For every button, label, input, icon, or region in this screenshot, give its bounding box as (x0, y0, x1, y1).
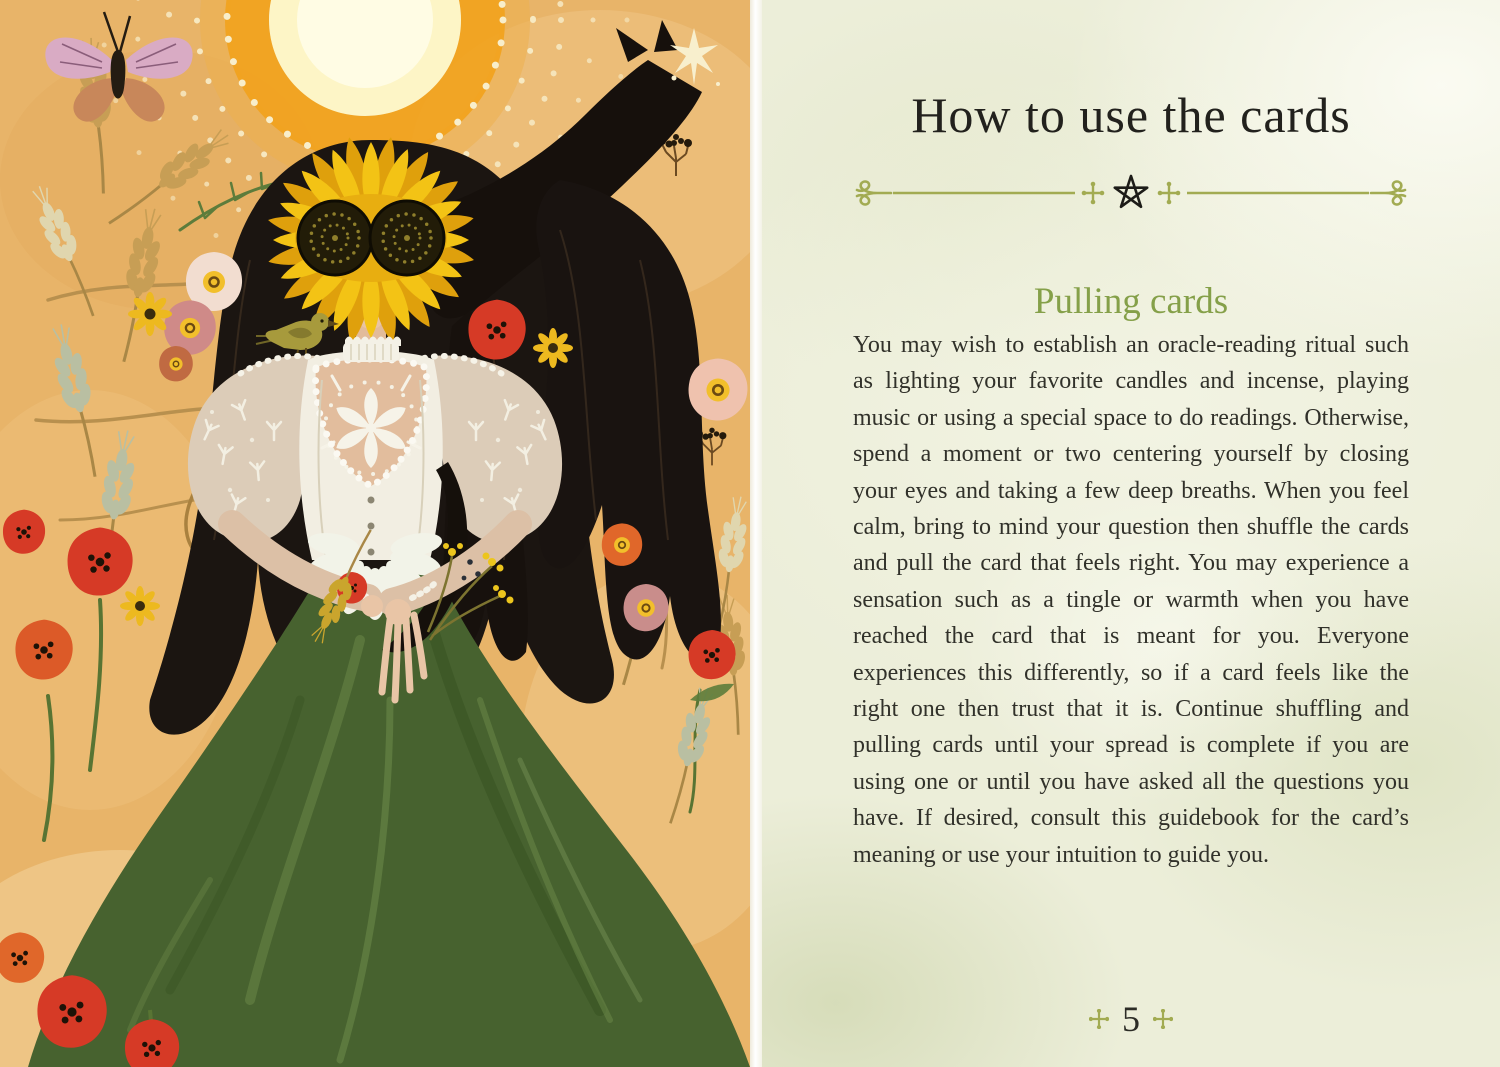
right-page (762, 0, 1500, 1067)
section-heading: Pulling cards (1033, 281, 1229, 322)
ornamental-divider (855, 170, 1407, 216)
body-text: You may wish to establish an oracle-reading ritual such as lighting your favorite candles and incense, playing music or using a special space to do readings. Otherwise, spend a moment or two centering yourself by closing your eyes and taking a few deep breaths. When you feel calm, bring to mind your question then shuffle the cards and pull the card that feels right. You may experience a sensation such as a tingle or warmth when you have reached the card that is meant for you. Everyone experiences this differently, so if a card feels like the right one then trust that it is. Continue shuffling and pulling cards until your spread is complete if you are using one or until you have asked all the questions you have. If desired, consult this guidebook for the card’s meaning or use your intuition to guide you. (853, 332, 1409, 868)
poppy-flower (468, 300, 525, 360)
page-number-value: 5 (1122, 999, 1140, 1039)
sunflower-eye (370, 201, 444, 275)
budded-cross-icon (1153, 1009, 1173, 1029)
yellow-daisy (533, 328, 573, 368)
pentagram-star-icon (1115, 176, 1147, 207)
sunflower-eye (298, 201, 372, 275)
budded-cross-icon (1158, 182, 1181, 205)
page-number (762, 1001, 1500, 1037)
budded-cross-icon (1089, 1009, 1109, 1029)
scroll-end-icon (1371, 182, 1405, 205)
page-gutter (750, 0, 762, 1067)
budded-cross-icon (1082, 182, 1105, 205)
page-title: How to use the cards (911, 87, 1351, 143)
collar (343, 337, 401, 363)
scroll-end-icon (857, 182, 891, 205)
